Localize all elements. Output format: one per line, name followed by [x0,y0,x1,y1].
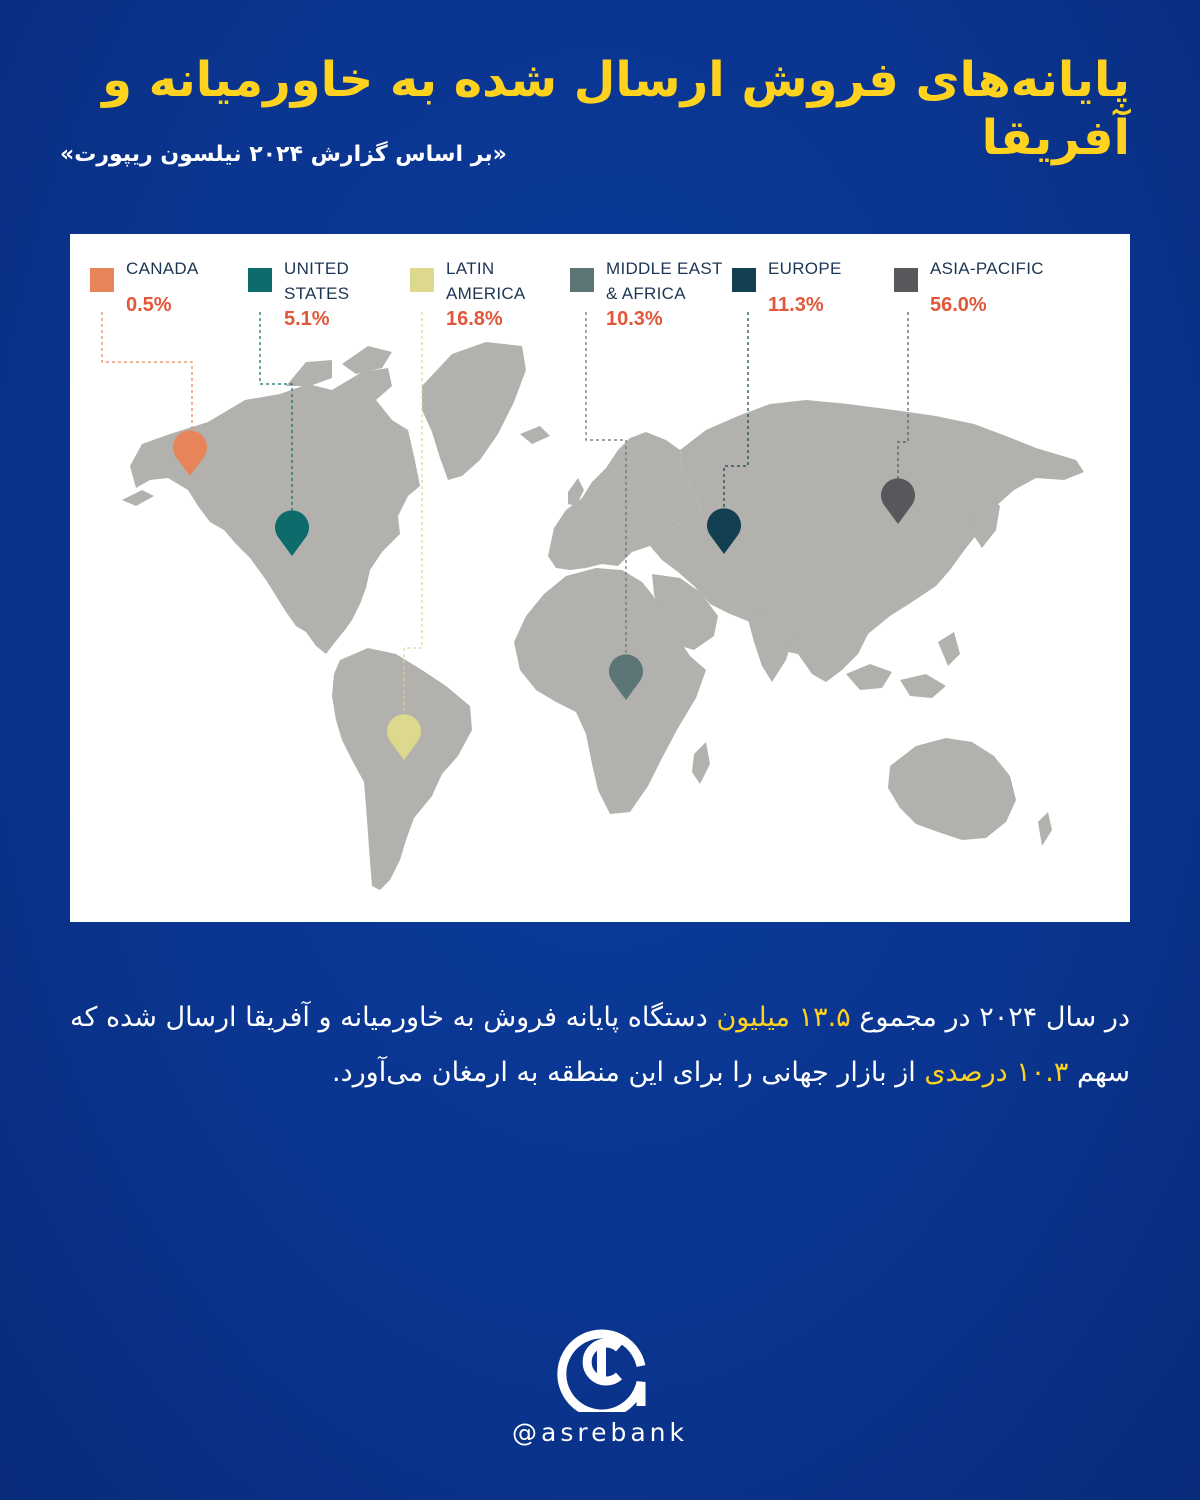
legend-name-latin-america: LATIN AMERICA [446,259,526,303]
continents [122,342,1084,890]
australia-landmass [888,738,1016,840]
legend-value-middle-east-africa: 10.3% [606,308,663,330]
world-map-card [70,234,1130,922]
legend-swatch-united-states [248,268,272,292]
madagascar-island [692,742,710,784]
body-text-part-3: از بازار جهانی را برای این منطقه به ارمغان می‌آورد. [332,1057,916,1088]
legend-name-canada: CANADA [126,259,199,278]
legend-value-canada: 0.5% [126,294,172,316]
body-highlight-share: ۱۰.۳ درصدی [924,1057,1069,1088]
legend-swatch-europe [732,268,756,292]
legend-name-asia-pacific: ASIA-PACIFIC [930,259,1044,278]
north-america-landmass [130,368,420,654]
legend-swatch-canada [90,268,114,292]
social-handle: @asrebank [512,1418,688,1447]
asrebank-logo-icon [555,1312,655,1412]
world-map [70,234,1130,922]
legend-swatch-middle-east-africa [570,268,594,292]
iceland-island [520,426,550,444]
leader-line-canada [102,312,192,442]
new-zealand-islands [1038,812,1052,846]
body-paragraph [70,990,1130,1100]
page-title: پایانه‌های فروش ارسال شده به خاورمیانه و آفریقا [102,52,1130,166]
legend-value-united-states: 5.1% [284,308,330,330]
legend-swatch-asia-pacific [894,268,918,292]
alaska-tip [122,490,154,506]
page-subtitle: «بر اساس گزارش ۲۰۲۴ نیلسون ریپورت» [60,142,507,167]
legend-swatch-latin-america [410,268,434,292]
legend-name-middle-east-africa: MIDDLE EAST & AFRICA [606,259,723,303]
legend-value-latin-america: 16.8% [446,308,503,330]
legend-value-asia-pacific: 56.0% [930,294,987,316]
greenland-landmass [422,342,526,480]
legend-value-europe: 11.3% [768,294,824,316]
body-text-part-2: دستگاه پایانه فروش به خاورمیانه و آفریقا ارسال شده که سهم [70,1002,1130,1088]
legend-name-europe: EUROPE [768,259,842,278]
body-highlight-amount: ۱۳.۵ میلیون [716,1002,851,1033]
legend-name-united-states: UNITED STATES [284,259,350,303]
body-text-part-1: در سال ۲۰۲۴ در مجموع [859,1002,1130,1033]
leader-line-latin-america [404,312,422,716]
south-america-landmass [332,648,472,890]
